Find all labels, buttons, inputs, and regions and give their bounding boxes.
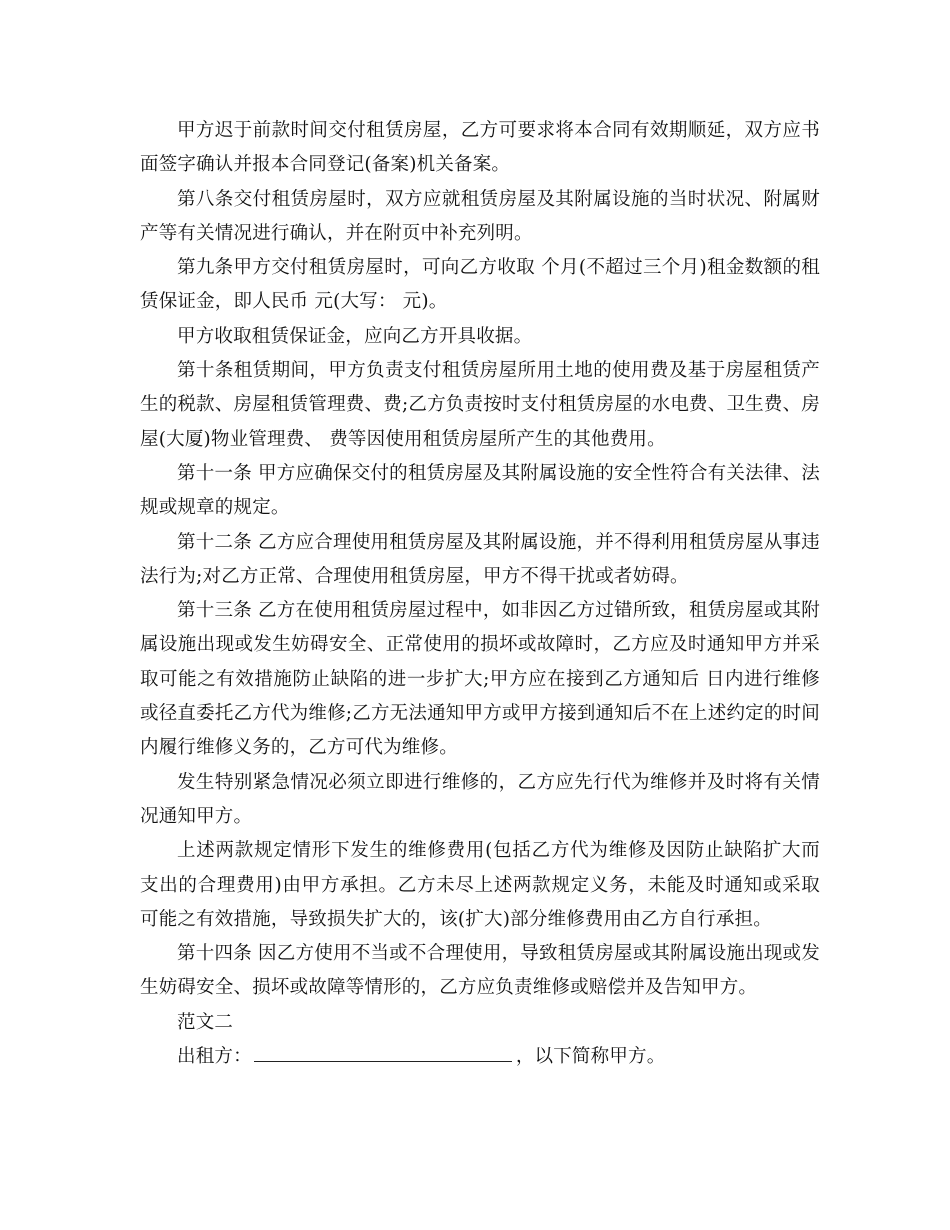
- paragraph-delivery-delay: 甲方迟于前款时间交付租赁房屋，乙方可要求将本合同有效期顺延，双方应书面签字确认并报本合同登记(备案)机关备案。: [140, 120, 820, 176]
- lessor-label: 出租方：: [177, 1046, 252, 1068]
- paragraph-emergency-repair: 发生特别紧急情况必须立即进行维修的，乙方应先行代为维修并及时将有关情况通知甲方。: [140, 771, 820, 827]
- lessor-line: [140, 1040, 820, 1074]
- paragraph-article-11: 第十一条 甲方应确保交付的租赁房屋及其附属设施的安全性符合有关法律、法规或规章的规定。: [140, 462, 820, 519]
- lessor-suffix: ，以下简称甲方。: [515, 1046, 666, 1068]
- paragraph-article-14: 第十四条 因乙方使用不当或不合理使用，导致租赁房屋或其附属设施出现或发生妨碍安全、损坏或故障等情形的，乙方应负责维修或赔偿并及告知甲方。: [140, 943, 820, 999]
- paragraph-article-8: 第八条交付租赁房屋时，双方应就租赁房屋及其附属设施的当时状况、附属财产等有关情况进行确认，并在附页中补充列明。: [140, 188, 820, 244]
- lessor-name-blank: [254, 1043, 512, 1062]
- paragraph-deposit-receipt: 甲方收取租赁保证金，应向乙方开具收据。: [177, 325, 533, 347]
- section-heading-sample-2: 范文二: [177, 1011, 234, 1033]
- paragraph-article-10: 第十条租赁期间，甲方负责支付租赁房屋所用土地的使用费及基于房屋租赁产生的税款、房屋租赁管理费、费;乙方负责按时支付租赁房屋的水电费、卫生费、房屋(大厦)物业管理费、 费等因使用租赁房屋所产生的其他费用。: [140, 360, 820, 450]
- paragraph-repair-costs: 上述两款规定情形下发生的维修费用(包括乙方代为维修及因防止缺陷扩大而支出的合理费用)由甲方承担。乙方未尽上述两款规定义务，未能及时通知或采取可能之有效措施，导致损失扩大的，该(扩大)部分维修费用由乙方自行承担。: [140, 840, 820, 930]
- paragraph-article-13: 第十三条 乙方在使用租赁房屋过程中，如非因乙方过错所致，租赁房屋或其附属设施出现或发生妨碍安全、正常使用的损坏或故障时，乙方应及时通知甲方并采取可能之有效措施防止缺陷的进一步扩大;甲方应在接到乙方通知后 日内进行维修或径直委托乙方代为维修;乙方无法通知甲方或甲方接到通知后不在上述约定的时间内履行维修义务的，乙方可代为维修。: [140, 600, 820, 759]
- paragraph-article-9: 第九条甲方交付租赁房屋时，可向乙方收取 个月(不超过三个月)租金数额的租赁保证金，即人民币 元(大写： 元)。: [140, 257, 820, 313]
- paragraph-article-12: 第十二条 乙方应合理使用租赁房屋及其附属设施，并不得利用租赁房屋从事违法行为;对乙方正常、合理使用租赁房屋，甲方不得干扰或者妨碍。: [140, 531, 820, 587]
- document-page: [140, 114, 820, 1074]
